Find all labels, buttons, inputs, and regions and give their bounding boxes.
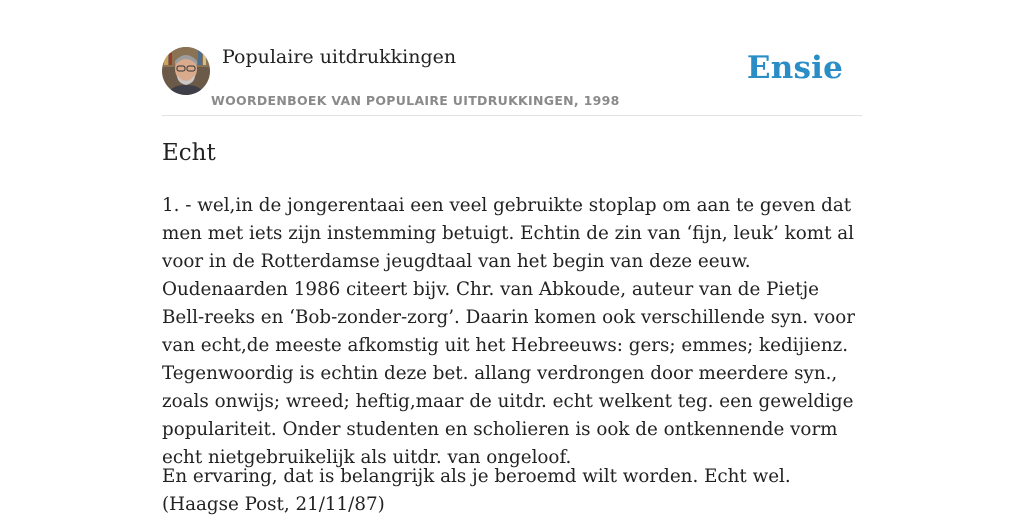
source-subtitle: WOORDENBOEK VAN POPULAIRE UITDRUKKINGEN, 1998 [211,93,620,108]
author-avatar[interactable] [162,47,210,95]
author-portrait-icon [162,47,210,95]
ensie-logo[interactable]: Ensie [746,50,843,86]
entry-quote: En ervaring, dat is belangrijk als je beroemd wilt worden. Echt wel. (Haagse Post, 21/11/87) [162,466,791,515]
entry-definition: 1. - wel,in de jongerentaai een veel gebruikte stoplap om aan te geven dat men met iets zijn instemming betuigt. Echtin de zin van ‘fijn, leuk’ komt al voor in de Rotterdamse jeugdtaal van het begin van deze eeuw. Oudenaarden 1986 citeert bijv. Chr. van Abkoude, auteur van de Pietje Bell-reeks en ‘Bob-zonder-zorg’. Daarin komen ook verschillende syn. voor van echt,de meeste afkomstig uit het Hebreeuws: gers; emmes; kedijienz. Tegenwoordig is echtin deze bet. allang verdrongen door meerdere syn., zoals onwijs; wreed; heftig,maar de uitdr. echt welkent teg. een geweldige populariteit. Onder studenten en scholieren is ook de ontkennende vorm echt nietgebruikelijk als uitdr. van ongeloof. [162,195,855,468]
source-header [162,0,862,116]
entry-title: Echt [162,140,216,166]
page-container [162,0,862,515]
source-title[interactable]: Populaire uitdrukkingen [222,46,457,68]
